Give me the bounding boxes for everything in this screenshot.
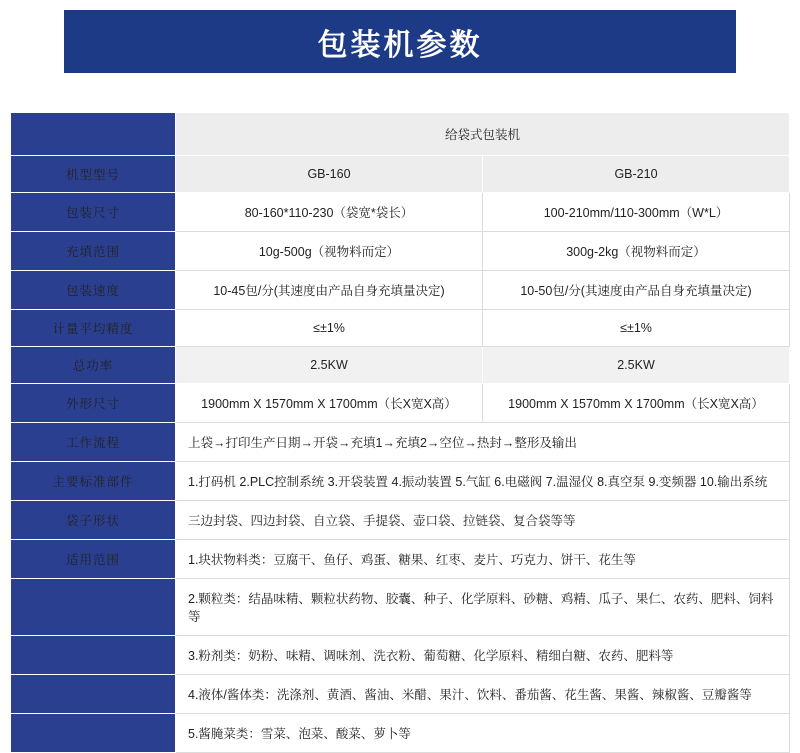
table-row [11,636,790,675]
row-label: 主要标准部件 [11,462,176,501]
row-value-full: 1.打码机 2.PLC控制系统 3.开袋装置 4.振动装置 5.气缸 6.电磁阀 7.温湿仪 8.真空泵 9.变频器 10.输出系统 [176,462,790,501]
table-row [11,310,790,347]
row-value-left: 80-160*110-230（袋宽*袋长） [176,193,483,232]
row-value-full: 5.酱腌菜类：雪菜、泡菜、酸菜、萝卜等 [176,714,790,753]
row-value-right: 100-210mm/110-300mm（W*L） [483,193,790,232]
row-value-full: 3.粉剂类：奶粉、味精、调味剂、洗衣粉、葡萄糖、化学原料、精细白糖、农药、肥料等 [176,636,790,675]
row-label [11,714,176,753]
page-title: 包装机参数 [317,27,483,63]
row-label: 工作流程 [11,423,176,462]
header-title-cell: 给袋式包装机 [176,113,790,156]
row-value-right: GB-210 [483,156,790,193]
row-value-full: 4.液体/酱体类：洗涤剂、黄酒、酱油、米醋、果汁、饮料、番茄酱、花生酱、果酱、辣椒酱、豆瓣酱等 [176,675,790,714]
row-value-right: ≤±1% [483,310,790,347]
table-header-row [11,113,790,156]
table-row [11,501,790,540]
spec-table-body [11,113,790,753]
row-label: 外形尺寸 [11,384,176,423]
row-label: 包装速度 [11,271,176,310]
table-row [11,193,790,232]
row-label: 包装尺寸 [11,193,176,232]
header-label-cell [11,113,176,156]
row-value-right: 1900mm X 1570mm X 1700mm（长X宽X高） [483,384,790,423]
row-value-full: 三边封袋、四边封袋、自立袋、手提袋、壶口袋、拉链袋、复合袋等等 [176,501,790,540]
table-row [11,384,790,423]
spec-table-wrapper [10,112,790,753]
row-value-full: 2.颗粒类：结晶味精、颗粒状药物、胶囊、种子、化学原料、砂糖、鸡精、瓜子、果仁、农药、肥料、饲料等 [176,579,790,636]
spec-table [10,112,790,753]
row-label: 总功率 [11,347,176,384]
row-label [11,675,176,714]
row-value-left: ≤±1% [176,310,483,347]
table-row [11,714,790,753]
row-value-left: 2.5KW [176,347,483,384]
table-row [11,579,790,636]
row-label: 适用范围 [11,540,176,579]
table-row [11,156,790,193]
table-row [11,347,790,384]
row-value-right: 2.5KW [483,347,790,384]
row-value-right: 300g-2kg（视物料而定） [483,232,790,271]
row-value-left: GB-160 [176,156,483,193]
table-row [11,271,790,310]
row-label: 计量平均精度 [11,310,176,347]
row-value-right: 10-50包/分(其速度由产品自身充填量决定) [483,271,790,310]
row-label: 袋子形状 [11,501,176,540]
row-label [11,579,176,636]
row-label: 充填范围 [11,232,176,271]
row-label: 机型型号 [11,156,176,193]
table-row [11,540,790,579]
row-value-left: 10-45包/分(其速度由产品自身充填量决定) [176,271,483,310]
row-value-left: 1900mm X 1570mm X 1700mm（长X宽X高） [176,384,483,423]
row-value-left: 10g-500g（视物料而定） [176,232,483,271]
row-value-full: 上袋→打印生产日期→开袋→充填1→充填2→空位→热封→整形及输出 [176,423,790,462]
table-row [11,675,790,714]
row-label [11,636,176,675]
table-row [11,423,790,462]
row-value-full: 1.块状物料类：豆腐干、鱼仔、鸡蛋、糖果、红枣、麦片、巧克力、饼干、花生等 [176,540,790,579]
title-banner [64,10,736,73]
table-row [11,232,790,271]
table-row [11,462,790,501]
